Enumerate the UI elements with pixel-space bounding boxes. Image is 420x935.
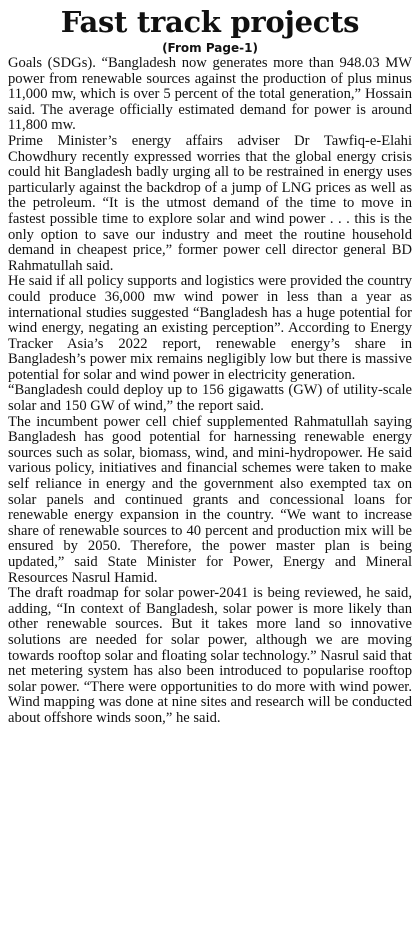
- paragraph: “Bangladesh could deploy up to 156 gigawatts (GW) of utility-scale solar and 150 GW of wind,” the report said.: [8, 382, 412, 415]
- paragraph: He said if all policy supports and logistics were provided the country could produce 36,000 mw wind power in less than a year as international studies suggested “Bangladesh has a huge potential for wind energy, negating an existing perception”. According to Energy Tracker Asia’s 2022 report, renewable energy’s share in Bangladesh’s power mix remains negligibly low but there is massive potential for solar and wind power in electricity generation.: [8, 273, 412, 383]
- news-clipping: [8, 6, 412, 727]
- article-body: [8, 56, 412, 727]
- headline: Fast track projects: [60, 5, 360, 39]
- jump-line: (From Page-1): [162, 41, 258, 55]
- paragraph: Goals (SDGs). “Bangladesh now generates more than 948.03 MW power from renewable sources against the production of plus minus 11,000 mw, which is over 5 percent of the total generation,” Hossain said. The average officially estimated demand for power is around 11,800 mw.: [8, 55, 412, 134]
- paragraph: The incumbent power cell chief supplemented Rahmatullah saying Bangladesh has good potential for harnessing renewable energy sources such as solar, biomass, wind, and mini-hydropower. He said various policy, initiatives and financial schemes were taken to make self reliance in energy and the government also exempted tax on solar panels and continued grants and concessional loans for renewable energy expansion in the country. “We want to increase share of renewable sources to 40 percent and production mix will be ensured by 2050. Therefore, the power master plan is being updated,” said State Minister for Power, Energy and Mineral Resources Nasrul Hamid.: [8, 413, 412, 586]
- paragraph: The draft roadmap for solar power-2041 is being reviewed, he said, adding, “In context of Bangladesh, solar power is more likely than other renewable sources. But it takes more land so innovative solutions are needed for solar power, although we are moving towards rooftop solar and floating solar technology.” Nasrul said that net metering system has also been introduced to popularise rooftop solar power. “There were opportunities to do more with wind power. Wind mapping was done at nine sites and research will be conducted about offshore winds soon,” he said.: [8, 585, 412, 726]
- paragraph: Prime Minister’s energy affairs adviser Dr Tawfiq-e-Elahi Chowdhury recently expressed worries that the global energy crisis could hit Bangladesh badly urging all to be restrained in energy uses particularly against the backdrop of a jump of LNG prices as well as the petroleum. “It is the utmost demand of the time to move in fastest possible time to explore solar and wind power . . . this is the only option to save our industry and meet the routine household demand in cheapest price,” former power cell director general BD Rahmatullah said.: [8, 132, 412, 274]
